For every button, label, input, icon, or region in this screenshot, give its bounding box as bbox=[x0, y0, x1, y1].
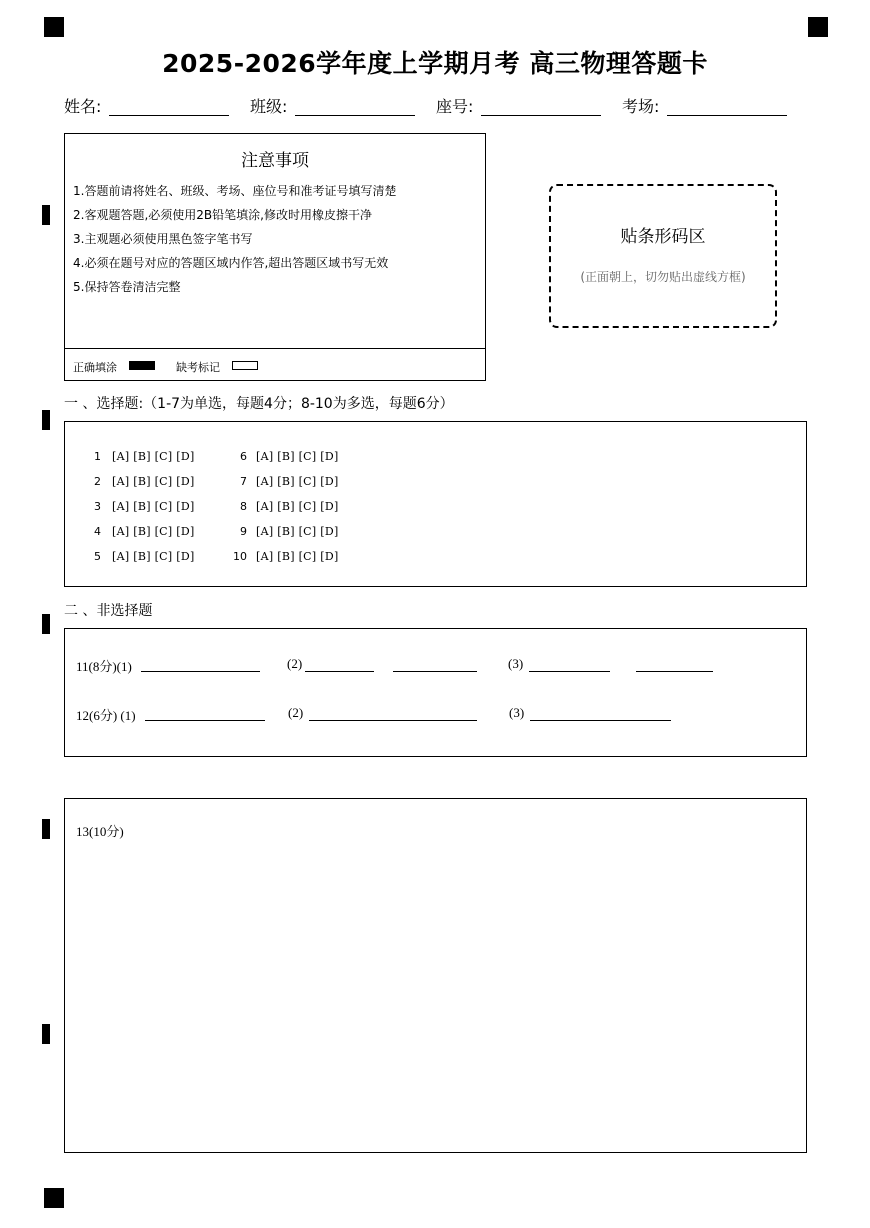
question-number: 1 bbox=[94, 450, 101, 463]
question-options[interactable]: [A] [B] [C] [D] bbox=[112, 525, 195, 538]
q11-blank-1[interactable] bbox=[141, 671, 260, 672]
name-label: 姓名: bbox=[64, 97, 102, 116]
section1-title: 一 、选择题:（1-7为单选，每题4分；8-10为多选，每题6分） bbox=[64, 396, 454, 412]
legend-correct-label: 正确填涂 bbox=[73, 361, 117, 374]
class-field[interactable] bbox=[295, 115, 415, 116]
corner-mark-top-left bbox=[44, 17, 64, 37]
seat-field[interactable] bbox=[481, 115, 601, 116]
q12-part2-label: (2) bbox=[288, 705, 304, 720]
question-options[interactable]: [A] [B] [C] [D] bbox=[256, 525, 339, 538]
absent-mark-box[interactable] bbox=[232, 361, 258, 370]
question-options[interactable]: [A] [B] [C] [D] bbox=[112, 500, 195, 513]
question-number: 4 bbox=[94, 525, 101, 538]
notice-item: 3.主观题必须使用黑色签字笔书写 bbox=[73, 232, 253, 246]
q12-blank-3[interactable] bbox=[530, 720, 671, 721]
barcode-area bbox=[549, 184, 777, 328]
barcode-title: 贴条形码区 bbox=[620, 227, 706, 247]
notice-item: 2.客观题答题,必须使用2B铅笔填涂,修改时用橡皮擦干净 bbox=[73, 208, 372, 222]
legend-absent-label: 缺考标记 bbox=[176, 361, 220, 374]
q13-answer-box[interactable] bbox=[64, 798, 807, 1153]
q11-part2-label: (2) bbox=[287, 656, 303, 671]
q11-blank-2a[interactable] bbox=[305, 671, 374, 672]
q12-part3-label: (3) bbox=[509, 705, 525, 720]
non-choice-answer-box bbox=[64, 628, 807, 757]
name-field[interactable] bbox=[109, 115, 229, 116]
notice-item: 5.保持答卷清洁完整 bbox=[73, 280, 181, 294]
q12-blank-1[interactable] bbox=[145, 720, 265, 721]
choice-answer-box bbox=[64, 421, 807, 587]
q11-label: 11(8分)(1) bbox=[76, 659, 132, 674]
q11-blank-3a[interactable] bbox=[529, 671, 610, 672]
q12-label: 12(6分) (1) bbox=[76, 708, 136, 723]
question-options[interactable]: [A] [B] [C] [D] bbox=[112, 475, 195, 488]
question-options[interactable]: [A] [B] [C] [D] bbox=[112, 450, 195, 463]
notice-item: 1.答题前请将姓名、班级、考场、座位号和准考证号填写清楚 bbox=[73, 184, 397, 198]
section2-title: 二 、非选择题 bbox=[64, 603, 153, 619]
barcode-hint: (正面朝上，切勿贴出虚线方框) bbox=[580, 270, 746, 284]
side-mark bbox=[42, 1024, 50, 1044]
question-number: 2 bbox=[94, 475, 101, 488]
notice-divider bbox=[65, 348, 485, 349]
notice-item: 4.必须在题号对应的答题区域内作答,超出答题区域书写无效 bbox=[73, 256, 389, 270]
corner-mark-top-right bbox=[808, 17, 828, 37]
question-number: 9 bbox=[240, 525, 247, 538]
question-options[interactable]: [A] [B] [C] [D] bbox=[256, 550, 339, 563]
question-options[interactable]: [A] [B] [C] [D] bbox=[256, 450, 339, 463]
question-options[interactable]: [A] [B] [C] [D] bbox=[256, 500, 339, 513]
class-label: 班级: bbox=[250, 97, 288, 116]
question-options[interactable]: [A] [B] [C] [D] bbox=[112, 550, 195, 563]
notice-box bbox=[64, 133, 486, 381]
q12-blank-2[interactable] bbox=[309, 720, 477, 721]
q11-blank-2b[interactable] bbox=[393, 671, 477, 672]
q13-label: 13(10分) bbox=[76, 824, 124, 839]
q11-part3-label: (3) bbox=[508, 656, 524, 671]
question-number: 3 bbox=[94, 500, 101, 513]
question-options[interactable]: [A] [B] [C] [D] bbox=[256, 475, 339, 488]
seat-label: 座号: bbox=[436, 97, 474, 116]
notice-title: 注意事项 bbox=[241, 151, 309, 171]
side-mark bbox=[42, 410, 50, 430]
exam-room-label: 考场: bbox=[622, 97, 660, 116]
corner-mark-bottom-left bbox=[44, 1188, 64, 1208]
question-number: 7 bbox=[240, 475, 247, 488]
question-number: 5 bbox=[94, 550, 101, 563]
question-number: 8 bbox=[240, 500, 247, 513]
side-mark bbox=[42, 819, 50, 839]
q11-blank-3b[interactable] bbox=[636, 671, 713, 672]
side-mark bbox=[42, 205, 50, 225]
legend-correct-swatch bbox=[129, 361, 155, 370]
question-number: 6 bbox=[240, 450, 247, 463]
side-mark bbox=[42, 614, 50, 634]
page-title: 2025-2026学年度上学期月考 高三物理答题卡 bbox=[162, 49, 708, 78]
exam-room-field[interactable] bbox=[667, 115, 787, 116]
question-number: 10 bbox=[233, 550, 247, 563]
